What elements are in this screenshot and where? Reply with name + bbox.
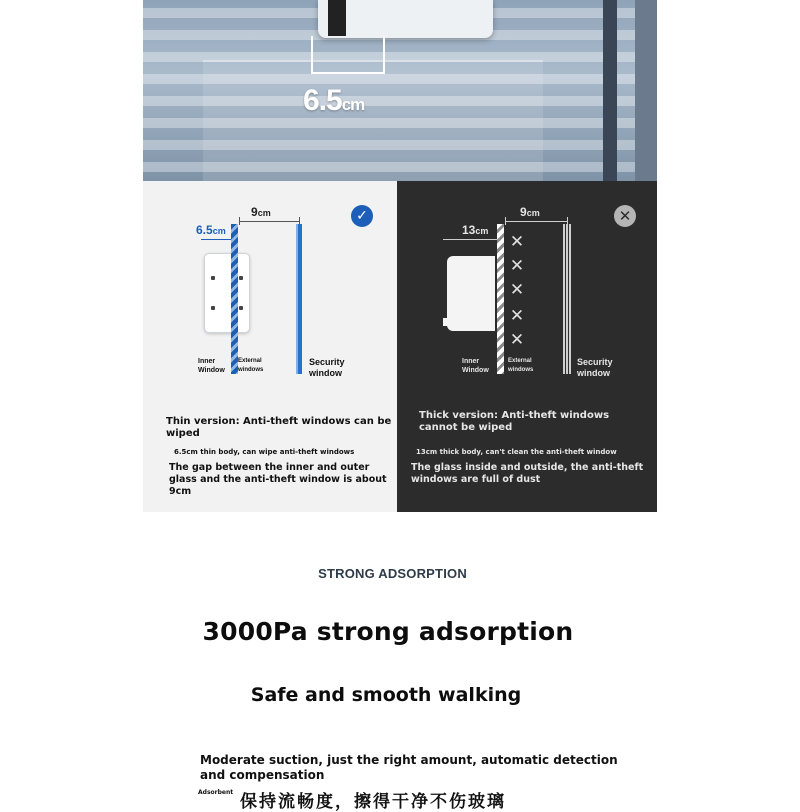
body-label: 13cm xyxy=(462,223,489,237)
description: Moderate suction, just the right amount, automatic detection and compensation xyxy=(200,753,618,782)
thick-version-panel xyxy=(397,181,657,512)
gap-dimension-line xyxy=(239,221,299,222)
robot-clip xyxy=(328,0,346,36)
blocked-x-icon: ✕ xyxy=(509,280,525,300)
security-window-label: Security window xyxy=(577,357,613,378)
thin-robot xyxy=(204,253,250,333)
thin-title: Thin version: Anti-theft windows can be wiped xyxy=(166,416,392,439)
x-icon: ✕ xyxy=(614,205,636,227)
body-label: 6.5cm xyxy=(196,223,226,237)
section-label: STRONG ADSORPTION xyxy=(318,566,467,581)
thin-note: The gap between the inner and outer glass and the anti-theft window is about 9cm xyxy=(169,462,387,497)
thick-robot xyxy=(447,256,495,331)
thick-note-small: 13cm thick body, can't clean the anti-theft window xyxy=(416,448,617,456)
thick-note: The glass inside and outside, the anti-theft windows are full of dust xyxy=(411,462,644,485)
product-photo xyxy=(143,0,657,181)
adsorbent-label: Adsorbent xyxy=(198,789,234,796)
thin-version-panel xyxy=(143,181,397,512)
check-icon: ✓ xyxy=(351,205,373,227)
body-dimension-line xyxy=(443,239,499,240)
gap-label: 9cm xyxy=(251,205,271,219)
thick-title: Thick version: Anti-theft windows cannot be wiped xyxy=(419,410,610,433)
gap-label: 9cm xyxy=(520,205,540,219)
window-pane xyxy=(203,60,543,181)
security-window-bar xyxy=(563,224,571,374)
inner-window-label: Inner Window xyxy=(198,358,225,374)
measure-bracket xyxy=(311,36,385,74)
inner-window-glass xyxy=(231,224,238,374)
security-window-label: Security window xyxy=(309,357,345,378)
inner-window-label: Inner Window xyxy=(462,358,489,374)
gap-dimension-line xyxy=(505,221,567,222)
inner-window-glass xyxy=(497,224,504,374)
thin-note-small: 6.5cm thin body, can wipe anti-theft windows xyxy=(174,448,355,456)
blocked-x-icon: ✕ xyxy=(509,256,525,276)
subheadline: Safe and smooth walking xyxy=(250,684,522,706)
external-windows-label: External windows xyxy=(238,358,264,373)
cjk-text: 保持流畅度，擦得干净不伤玻璃 xyxy=(240,792,506,812)
external-windows-label: External windows xyxy=(508,358,534,373)
window-frame xyxy=(603,0,617,181)
blocked-x-icon: ✕ xyxy=(509,330,525,350)
measure-value: 6.5 xyxy=(303,84,342,117)
thickness-measure xyxy=(303,84,364,118)
window-frame-outer xyxy=(635,0,657,181)
measure-unit: cm xyxy=(341,95,365,114)
blocked-x-icon: ✕ xyxy=(509,232,525,252)
security-window-bar xyxy=(296,224,302,374)
blocked-x-icon: ✕ xyxy=(509,306,525,326)
headline: 3000Pa strong adsorption xyxy=(202,617,574,646)
